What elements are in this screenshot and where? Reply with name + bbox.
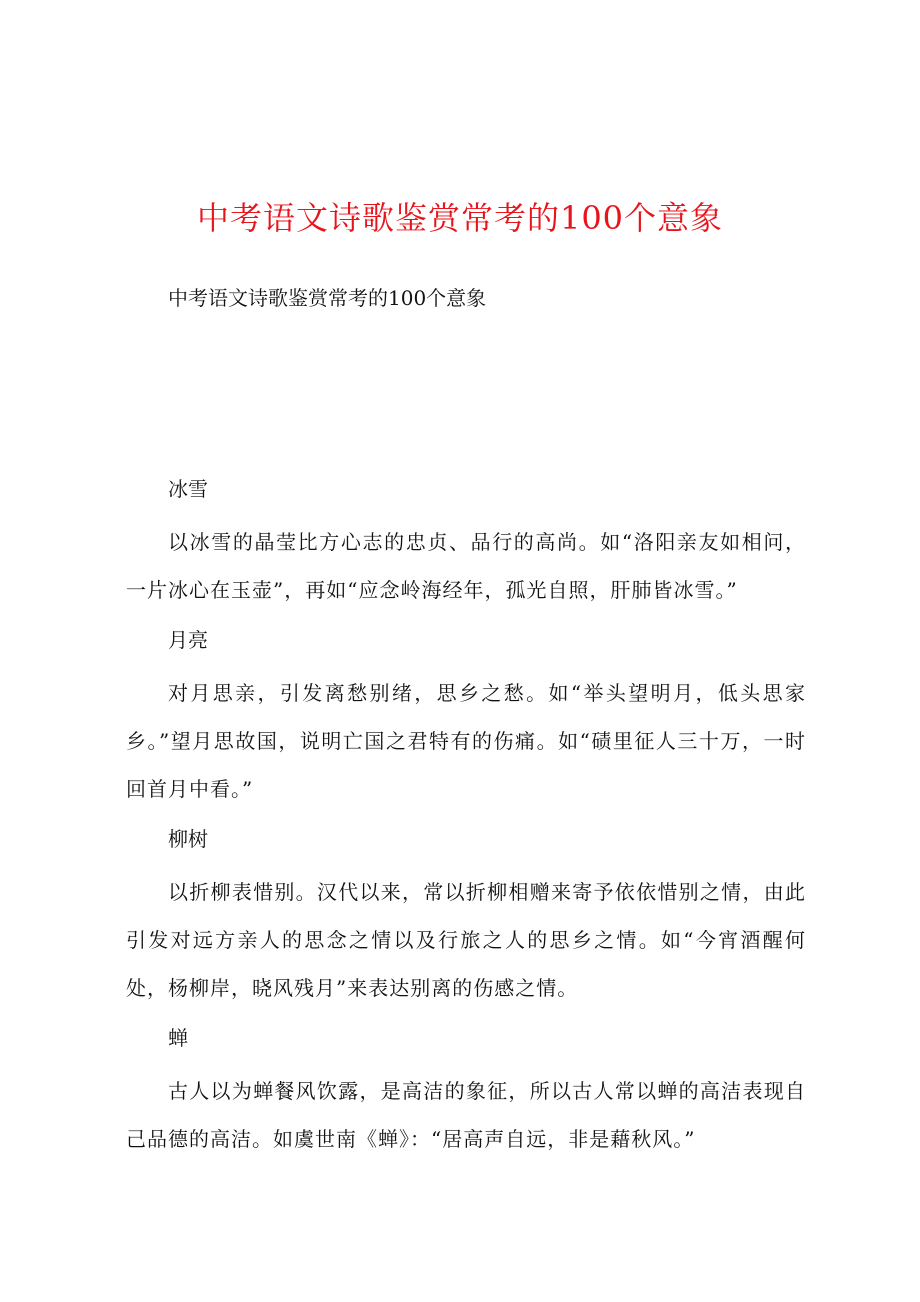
section-text-bingxue: 以冰雪的晶莹比方心志的忠贞、品行的高尚。如“洛阳亲友如相问，一片冰心在玉壶”，再如“应念岭海经年，孤光自照，肝肺皆冰雪。” [126, 530, 806, 602]
document-body [126, 475, 806, 1175]
section-text-yueliang: 对月思亲，引发离愁别绪，思乡之愁。如“举头望明月，低头思家乡。”望月思故国，说明亡国之君特有的伤痛。如“碛里征人三十万，一时回首月中看。” [126, 681, 806, 801]
section-heading-liushu: 柳树 [168, 827, 208, 851]
page-subtitle: 中考语文诗歌鉴赏常考的100个意象 [168, 286, 487, 310]
section-heading-yueliang: 月亮 [168, 628, 208, 652]
section-text-chan: 古人以为蝉餐风饮露，是高洁的象征，所以古人常以蝉的高洁表现自己品德的高洁。如虞世南《蝉》：“居高声自远，非是藉秋风。” [126, 1079, 806, 1151]
section-heading-bingxue: 冰雪 [168, 477, 208, 501]
section-text-liushu: 以折柳表惜别。汉代以来，常以折柳相赠来寄予依依惜别之情，由此引发对远方亲人的思念之情以及行旅之人的思乡之情。如“今宵酒醒何处，杨柳岸，晓风残月”来表达别离的伤感之情。 [126, 880, 806, 1000]
section-heading-chan: 蝉 [168, 1026, 188, 1050]
page-title: 中考语文诗歌鉴赏常考的100个意象 [196, 199, 724, 237]
